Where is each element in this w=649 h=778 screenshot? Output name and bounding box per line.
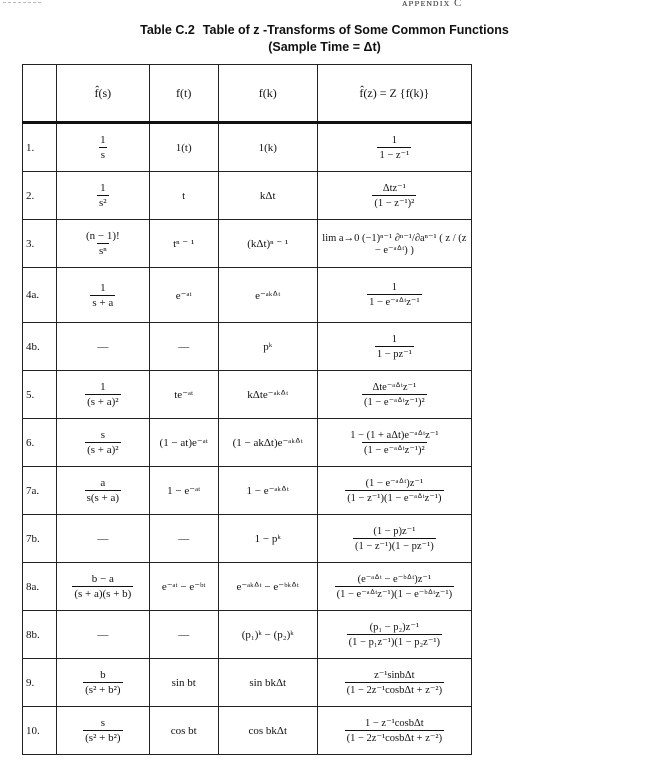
fz-numerator: 1 − (1 + aΔt)e⁻ᵃᐞᵗz⁻¹ [350, 430, 439, 441]
cell-ft: e⁻ᵃᵗ − e⁻ᵇᵗ [149, 563, 218, 611]
cell-ft: 1(t) [149, 123, 218, 172]
fz-denominator: (1 − z⁻¹)² [372, 195, 416, 209]
cell-fk: (kΔt)ⁿ ⁻ ¹ [218, 220, 317, 268]
cell-fz [317, 371, 471, 419]
fz-denominator: 1 − pz⁻¹ [375, 346, 414, 360]
fs-denominator: s(s + a) [86, 492, 120, 504]
fz-fraction [345, 717, 444, 744]
cell-fz [317, 172, 471, 220]
cell-fk: kΔt [218, 172, 317, 220]
row-number: 8a. [23, 563, 57, 611]
cell-ft: 1 − e⁻ᵃᵗ [149, 467, 218, 515]
cell-fs [57, 515, 150, 563]
fs-text: — [97, 532, 109, 545]
cell-fz [317, 515, 471, 563]
cell-fs [57, 220, 150, 268]
fz-denominator: (1 − 2z⁻¹cosbΔt + z⁻²) [345, 682, 444, 696]
cell-ft: — [149, 515, 218, 563]
z-transform-table [22, 64, 472, 755]
fz-numerator: 1 [391, 333, 397, 345]
fs-numerator: 1 [100, 182, 106, 194]
fs-denominator: (s + a)² [87, 396, 119, 408]
table-row [23, 172, 472, 220]
row-number: 10. [23, 707, 57, 755]
fs-fraction [98, 134, 108, 161]
fz-numerator: 1 [391, 134, 397, 146]
table-row [23, 563, 472, 611]
fz-fraction [377, 135, 411, 161]
table-title-text: Table of z -Transforms of Some Common Functions [202, 23, 509, 37]
table-row [23, 268, 472, 323]
cell-fk: cos bkΔt [218, 707, 317, 755]
fz-fraction [345, 669, 444, 696]
table-row [23, 323, 472, 371]
fs-text: — [97, 628, 109, 641]
fs-numerator: 1 [100, 134, 106, 146]
cell-fk: pᵏ [218, 323, 317, 371]
fs-fraction [83, 717, 122, 744]
fz-fraction [375, 334, 414, 360]
cell-fk: 1 − pᵏ [218, 515, 317, 563]
fz-fraction [362, 381, 427, 408]
cell-ft: — [149, 611, 218, 659]
fz-numerator: Δte⁻ᵃᐞᵗz⁻¹ [372, 382, 417, 393]
cell-ft: te⁻ᵃᵗ [149, 371, 218, 419]
header-row [23, 65, 472, 123]
cell-fz [317, 419, 471, 467]
fz-numerator: z⁻¹sinbΔt [374, 670, 415, 681]
row-number: 2. [23, 172, 57, 220]
cell-fs [57, 419, 150, 467]
cell-fs [57, 707, 150, 755]
fz-denominator: (1 − e⁻ᵃᐞᵗz⁻¹)(1 − e⁻ᵇᐞᵗz⁻¹) [335, 586, 454, 600]
fs-denominator: (s + a)(s + b) [74, 588, 132, 600]
fs-fraction [84, 230, 122, 257]
fz-denominator: (1 − 2z⁻¹cosbΔt + z⁻²) [345, 730, 444, 744]
table-number: Table C.2 [140, 23, 195, 37]
col-header-fk: f(k) [218, 65, 317, 123]
fs-numerator: (n − 1)! [85, 230, 120, 242]
table-row [23, 371, 472, 419]
row-number: 9. [23, 659, 57, 707]
fz-numerator: 1 [391, 282, 397, 293]
cell-ft: tⁿ ⁻ ¹ [149, 220, 218, 268]
fs-fraction [97, 182, 109, 209]
table-row [23, 659, 472, 707]
cell-ft: cos bt [149, 707, 218, 755]
fz-fraction [372, 182, 416, 209]
cell-fs [57, 268, 150, 323]
fs-numerator: 1 [100, 281, 106, 294]
cell-fk: e⁻ᵃᵏᐞᵗ − e⁻ᵇᵏᐞᵗ [218, 563, 317, 611]
fs-numerator: s [100, 717, 105, 729]
table-row [23, 419, 472, 467]
cell-fs [57, 611, 150, 659]
table-subtitle: (Sample Time = Δt) [268, 40, 381, 54]
table-row [23, 467, 472, 515]
col-header-fs: f̂(s) [57, 65, 150, 123]
cell-fk: 1(k) [218, 123, 317, 172]
fz-fraction [353, 525, 436, 552]
cell-fz [317, 123, 471, 172]
fz-denominator: 1 − z⁻¹ [377, 147, 411, 161]
fz-denominator: (1 − e⁻ᵃᐞᵗz⁻¹)² [362, 442, 427, 456]
fz-denominator: (1 − z⁻¹)(1 − e⁻ᵃᐞᵗz⁻¹) [345, 490, 443, 504]
row-number: 5. [23, 371, 57, 419]
fs-fraction [90, 282, 115, 309]
cell-fk: 1 − e⁻ᵃᵏᐞᵗ [218, 467, 317, 515]
fs-text: — [97, 340, 109, 353]
cell-fs [57, 659, 150, 707]
cell-fz [317, 323, 471, 371]
fs-denominator: s [100, 149, 105, 161]
fz-fraction [345, 477, 443, 504]
fz-numerator: 1 − z⁻¹cosbΔt [364, 718, 424, 729]
fs-denominator: s + a [92, 296, 114, 309]
cell-fs [57, 123, 150, 172]
fs-numerator: 1 [100, 381, 106, 393]
row-number: 3. [23, 220, 57, 268]
fz-text: lim a→0 (−1)ⁿ⁻¹ ∂ⁿ⁻¹/∂aⁿ⁻¹ ( z / (z − e⁻ᵃᐞᵗ) ) [322, 232, 467, 256]
fz-fraction [348, 429, 440, 456]
fs-fraction [85, 477, 121, 504]
fs-fraction [83, 669, 122, 696]
fs-fraction [85, 429, 121, 456]
fz-numerator: (e⁻ᵃᐞᵗ − e⁻ᵇᐞᵗ)z⁻¹ [357, 574, 432, 585]
fz-fraction [367, 282, 422, 308]
cell-fz [317, 563, 471, 611]
cell-fk: sin bkΔt [218, 659, 317, 707]
fs-denominator: (s² + b²) [85, 732, 121, 744]
fz-numerator: (p₁ − p₂)z⁻¹ [369, 622, 420, 633]
table-row [23, 707, 472, 755]
fs-denominator: sⁿ [98, 245, 107, 257]
fs-fraction [85, 381, 121, 408]
fs-denominator: (s + a)² [87, 444, 119, 456]
header-rule [3, 2, 41, 3]
fz-numerator: (1 − p)z⁻¹ [373, 526, 416, 537]
table-row [23, 515, 472, 563]
cell-fs [57, 371, 150, 419]
fs-denominator: (s² + b²) [85, 684, 121, 696]
cell-ft: sin bt [149, 659, 218, 707]
row-number: 7a. [23, 467, 57, 515]
cell-fs [57, 172, 150, 220]
cell-fz [317, 467, 471, 515]
cell-fs [57, 323, 150, 371]
table-row [23, 220, 472, 268]
fs-numerator: b − a [91, 573, 114, 585]
row-number: 1. [23, 123, 57, 172]
cell-fz [317, 707, 471, 755]
cell-fk: (p₁)ᵏ − (p₂)ᵏ [218, 611, 317, 659]
fs-fraction [72, 573, 133, 600]
col-header-ft: f(t) [149, 65, 218, 123]
cell-fs [57, 563, 150, 611]
cell-ft: — [149, 323, 218, 371]
fz-fraction [347, 621, 442, 648]
table-row [23, 123, 472, 172]
row-number: 7b. [23, 515, 57, 563]
fs-numerator: b [100, 669, 106, 681]
row-number: 6. [23, 419, 57, 467]
row-number: 4b. [23, 323, 57, 371]
fz-denominator: (1 − e⁻ᵃᐞᵗz⁻¹)² [362, 394, 427, 408]
fz-denominator: (1 − z⁻¹)(1 − pz⁻¹) [353, 538, 436, 552]
table-title [0, 22, 649, 56]
row-number: 8b. [23, 611, 57, 659]
cell-fz [317, 611, 471, 659]
cell-fz [317, 220, 471, 268]
cell-ft: e⁻ᵃᵗ [149, 268, 218, 323]
col-header-fz: f̂(z) = Z {f(k)} [317, 65, 471, 123]
fs-numerator: s [100, 429, 105, 441]
cell-ft: t [149, 172, 218, 220]
col-header-num [23, 65, 57, 123]
cell-fs [57, 467, 150, 515]
cell-fk: (1 − akΔt)e⁻ᵃᵏᐞᵗ [218, 419, 317, 467]
fz-denominator: (1 − p₁z⁻¹)(1 − p₂z⁻¹) [347, 634, 442, 648]
cell-fz [317, 659, 471, 707]
cell-fk: e⁻ᵃᵏᐞᵗ [218, 268, 317, 323]
cell-ft: (1 − at)e⁻ᵃᵗ [149, 419, 218, 467]
cell-fk: kΔte⁻ᵃᵏᐞᵗ [218, 371, 317, 419]
fs-numerator: a [100, 477, 106, 489]
page-header: ᴀᴘᴘᴇɴᴅɪx C [402, 0, 463, 9]
fs-denominator: s² [99, 197, 107, 209]
table-row [23, 611, 472, 659]
fz-fraction [335, 573, 454, 600]
fz-numerator: (1 − e⁻ᵃᐞᵗ)z⁻¹ [365, 478, 424, 489]
row-number: 4a. [23, 268, 57, 323]
cell-fz [317, 268, 471, 323]
fz-numerator: Δtz⁻¹ [382, 183, 406, 194]
fz-denominator: 1 − e⁻ᵃᐞᵗz⁻¹ [367, 294, 422, 308]
